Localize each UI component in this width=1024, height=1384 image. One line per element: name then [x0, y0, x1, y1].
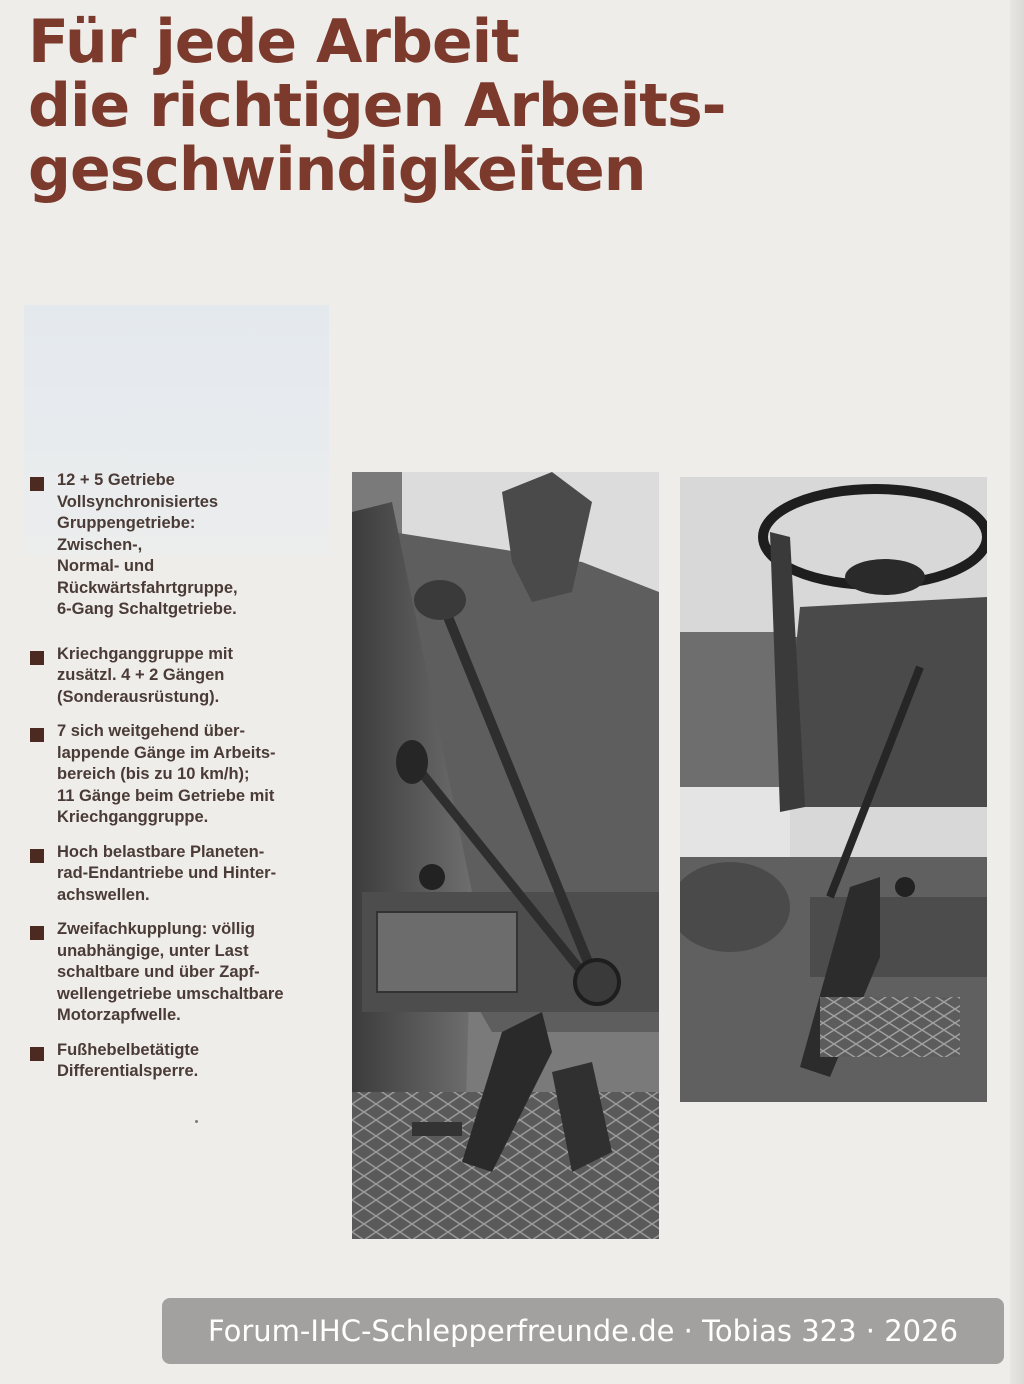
list-item — [30, 644, 340, 709]
feature-text: Zweifachkupplung: völlig unabhängige, unter Last schaltbare und über Zapf- wellengetriebe umschaltbare Motorzapfwelle. — [57, 920, 284, 1024]
bullet-square-icon — [30, 1047, 44, 1061]
headline-line-2: die richtigen Arbeits- — [28, 71, 726, 141]
feature-list — [30, 470, 340, 1096]
feature-text: 7 sich weitgehend über- lappende Gänge im Arbeits- bereich (bis zu 10 km/h); 11 Gänge beim Getriebe mit Kriechganggruppe. — [57, 722, 276, 826]
bullet-square-icon — [30, 849, 44, 863]
print-speck — [195, 1120, 198, 1123]
feature-text: Hoch belastbare Planeten- rad-Endantriebe und Hinter- achswellen. — [57, 842, 277, 904]
feature-text: 12 + 5 Getriebe Vollsynchronisiertes Gruppengetriebe: Zwischen-, Normal- und Rückwärtsfahrtgruppe, 6-Gang Schaltgetriebe. — [57, 471, 238, 618]
list-item — [30, 721, 340, 829]
list-item — [30, 919, 340, 1027]
list-item — [30, 1040, 340, 1083]
bullet-square-icon — [30, 728, 44, 742]
feature-text: Kriechganggruppe mit zusätzl. 4 + 2 Gängen (Sonderausrüstung). — [57, 644, 234, 706]
watermark-text: Forum-IHC-Schlepperfreunde.de · Tobias 323 · 2026 — [207, 1314, 959, 1348]
headline-line-3: geschwindigkeiten — [28, 135, 646, 205]
page-edge — [1010, 0, 1024, 1384]
bullet-square-icon — [30, 651, 44, 665]
gear-levers-photo — [352, 472, 659, 1239]
bullet-square-icon — [30, 926, 44, 940]
bullet-square-icon — [30, 477, 44, 491]
list-item — [30, 470, 340, 621]
headline-line-1: Für jede Arbeit — [28, 7, 519, 77]
feature-text: Fußhebelbetätigte Differentialsperre. — [57, 1040, 200, 1080]
watermark-banner — [162, 1298, 1004, 1364]
list-item — [30, 842, 340, 907]
steering-wheel-photo — [680, 477, 987, 1102]
page-title — [28, 7, 726, 205]
